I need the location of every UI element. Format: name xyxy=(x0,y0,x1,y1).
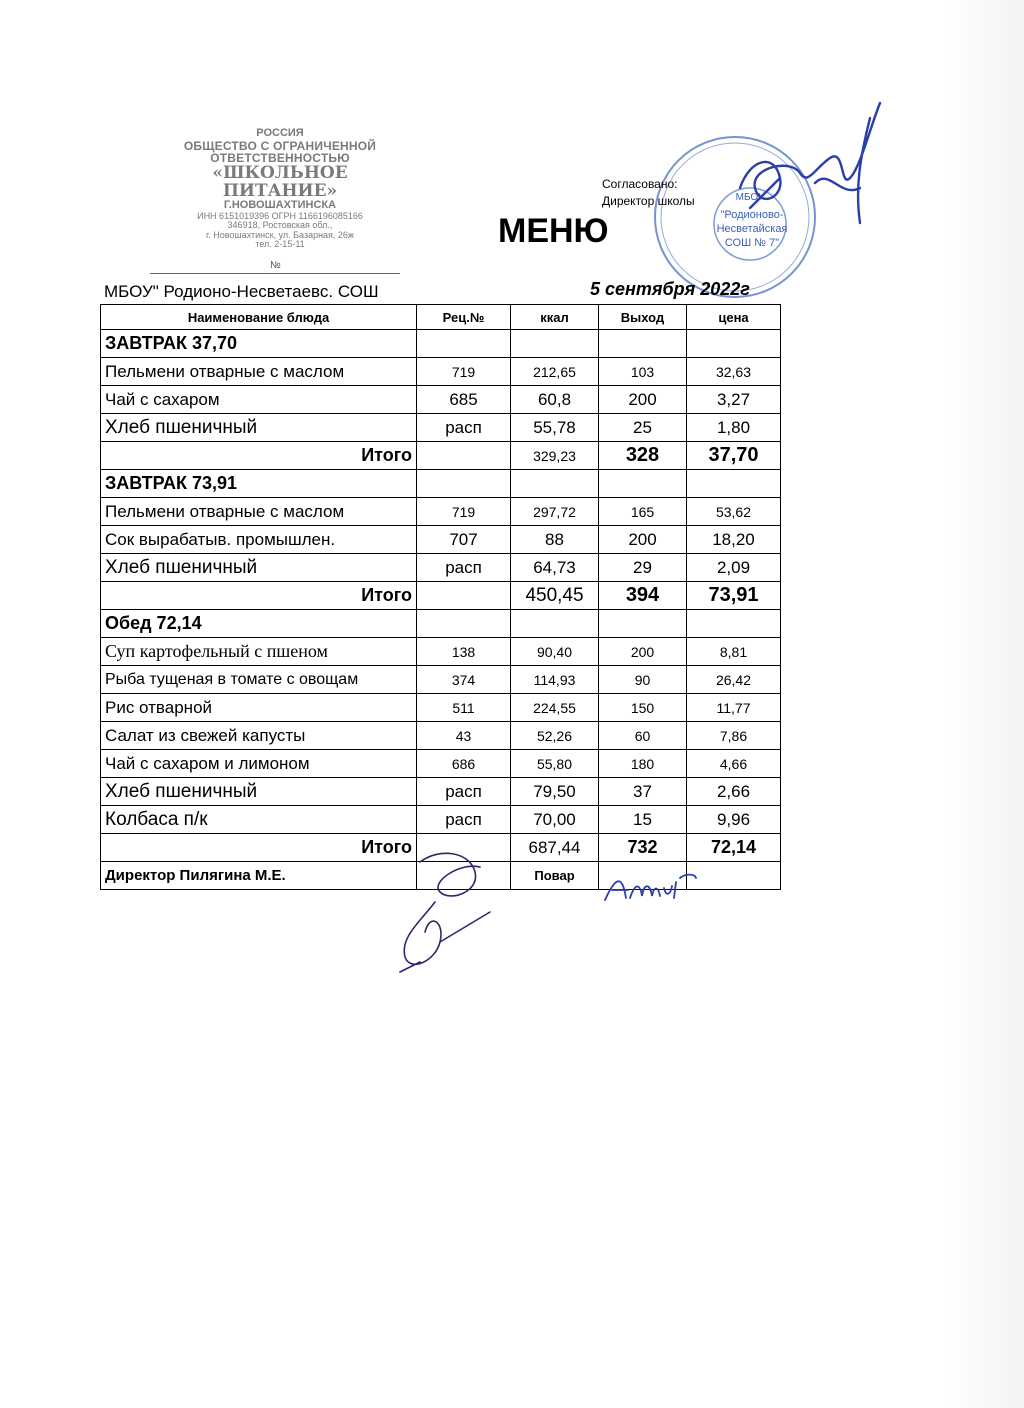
section-row xyxy=(101,330,781,358)
stamp-line-6: ИНН 6151019396 ОГРН 1166196085166 xyxy=(197,210,363,221)
output-value: 165 xyxy=(599,498,687,526)
section-title: ЗАВТРАК 37,70 xyxy=(101,330,417,358)
table-row xyxy=(101,554,781,582)
output-value: 60 xyxy=(599,722,687,750)
output-value: 15 xyxy=(599,806,687,834)
kcal-value: 212,65 xyxy=(511,358,599,386)
kcal-value: 88 xyxy=(511,526,599,554)
output-value: 200 xyxy=(599,638,687,666)
table-row xyxy=(101,806,781,834)
price-value: 2,66 xyxy=(687,778,781,806)
total-output: 394 xyxy=(599,582,687,610)
dish-name: Чай с сахаром xyxy=(101,386,417,414)
kcal-value: 60,8 xyxy=(511,386,599,414)
recipe-number: 43 xyxy=(417,722,511,750)
recipe-number: 707 xyxy=(417,526,511,554)
header-price: цена xyxy=(687,305,781,330)
output-value: 37 xyxy=(599,778,687,806)
dish-name: Хлеб пшеничный xyxy=(101,414,417,442)
kcal-value: 55,78 xyxy=(511,414,599,442)
dish-name: Колбаса п/к xyxy=(101,806,417,834)
table-row xyxy=(101,526,781,554)
table-row xyxy=(101,694,781,722)
table-row xyxy=(101,358,781,386)
seal-text-1: МБОУ xyxy=(735,192,765,203)
recipe-number: расп xyxy=(417,778,511,806)
stamp-line-5: Г.НОВОШАХТИНСКА xyxy=(223,199,337,212)
stamp-line-4: «ШКОЛЬНОЕ ПИТАНИЕ» xyxy=(212,162,348,201)
menu-table xyxy=(100,304,781,890)
seal-text-4: СОШ № 7" xyxy=(724,237,780,249)
header-kcal: ккал xyxy=(511,305,599,330)
total-kcal: 329,23 xyxy=(511,442,599,470)
total-output: 328 xyxy=(599,442,687,470)
dish-name: Салат из свежей капусты xyxy=(101,722,417,750)
price-value: 53,62 xyxy=(687,498,781,526)
output-value: 25 xyxy=(599,414,687,442)
dish-name: Пельмени отварные с маслом xyxy=(101,498,417,526)
menu-date: 5 сентября 2022г xyxy=(590,279,750,299)
recipe-number: 374 xyxy=(417,666,511,694)
document-number-line xyxy=(150,262,400,276)
total-kcal: 687,44 xyxy=(511,834,599,862)
dish-name: Рис отварной xyxy=(101,694,417,722)
director-handwritten-signature xyxy=(380,842,520,982)
table-row xyxy=(101,722,781,750)
approval-role: Директор школы xyxy=(602,194,695,208)
kcal-value: 224,55 xyxy=(511,694,599,722)
price-value: 32,63 xyxy=(687,358,781,386)
recipe-number: расп xyxy=(417,806,511,834)
recipe-number: 138 xyxy=(417,638,511,666)
total-row xyxy=(101,442,781,470)
recipe-number: расп xyxy=(417,414,511,442)
recipe-number: 685 xyxy=(417,386,511,414)
page-title: МЕНЮ xyxy=(498,212,609,250)
table-row xyxy=(101,778,781,806)
total-label: Итого xyxy=(101,834,417,862)
section-title: ЗАВТРАК 73,91 xyxy=(101,470,417,498)
output-value: 103 xyxy=(599,358,687,386)
total-price: 73,91 xyxy=(687,582,781,610)
price-value: 2,09 xyxy=(687,554,781,582)
dish-name: Пельмени отварные с маслом xyxy=(101,358,417,386)
output-value: 29 xyxy=(599,554,687,582)
table-row xyxy=(101,386,781,414)
cook-signature xyxy=(600,868,700,908)
stamp-line-9: тел. 2-15-11 xyxy=(255,239,305,250)
table-row xyxy=(101,498,781,526)
table-row xyxy=(101,414,781,442)
approval-block xyxy=(602,176,695,210)
total-kcal: 450,45 xyxy=(511,582,599,610)
dish-name: Рыба тущеная в томате с овощам xyxy=(101,666,417,694)
recipe-number: 686 xyxy=(417,750,511,778)
kcal-value: 64,73 xyxy=(511,554,599,582)
kcal-value: 79,50 xyxy=(511,778,599,806)
kcal-value: 70,00 xyxy=(511,806,599,834)
total-price: 72,14 xyxy=(687,834,781,862)
recipe-number: 511 xyxy=(417,694,511,722)
price-value: 3,27 xyxy=(687,386,781,414)
recipe-number: 719 xyxy=(417,498,511,526)
kcal-value: 55,80 xyxy=(511,750,599,778)
header-dish: Наименование блюда xyxy=(101,305,417,330)
price-value: 8,81 xyxy=(687,638,781,666)
seal-text-3: Несветайская xyxy=(716,223,788,235)
total-label: Итого xyxy=(101,442,417,470)
output-value: 180 xyxy=(599,750,687,778)
output-value: 200 xyxy=(599,526,687,554)
number-sign: № xyxy=(270,260,281,271)
section-row xyxy=(101,610,781,638)
price-value: 7,86 xyxy=(687,722,781,750)
total-output: 732 xyxy=(599,834,687,862)
total-label: Итого xyxy=(101,582,417,610)
price-value: 4,66 xyxy=(687,750,781,778)
stamp-line-3: ОТВЕТСТВЕННОСТЬЮ xyxy=(210,151,350,166)
table-header-row xyxy=(101,305,781,330)
school-name: МБОУ" Родионо-Несветаевс. СОШ xyxy=(104,282,379,301)
header-output: Выход xyxy=(599,305,687,330)
director-signature xyxy=(720,98,900,238)
dish-name: Суп картофельный с пшеном xyxy=(101,638,417,666)
price-value: 18,20 xyxy=(687,526,781,554)
kcal-value: 90,40 xyxy=(511,638,599,666)
stamp-line-2: ОБЩЕСТВО С ОГРАНИЧЕННОЙ xyxy=(183,138,377,153)
recipe-number: 719 xyxy=(417,358,511,386)
total-row xyxy=(101,582,781,610)
stamp-line-8: г. Новошахтинск, ул. Базарная, 26ж xyxy=(206,229,354,240)
kcal-value: 297,72 xyxy=(511,498,599,526)
stamp-line-1: РОССИЯ xyxy=(256,127,304,139)
price-value: 11,77 xyxy=(687,694,781,722)
output-value: 150 xyxy=(599,694,687,722)
dish-name: Хлеб пшеничный xyxy=(101,554,417,582)
table-row xyxy=(101,638,781,666)
recipe-number: расп xyxy=(417,554,511,582)
cook-label: Повар xyxy=(511,862,599,890)
output-value: 200 xyxy=(599,386,687,414)
total-price: 37,70 xyxy=(687,442,781,470)
section-title: Обед 72,14 xyxy=(101,610,417,638)
kcal-value: 114,93 xyxy=(511,666,599,694)
director-name: Директор Пилягина М.Е. xyxy=(101,862,417,890)
price-value: 9,96 xyxy=(687,806,781,834)
stamp-line-7: 346918, Ростовская обл., xyxy=(227,220,333,231)
table-row xyxy=(101,750,781,778)
table-row xyxy=(101,666,781,694)
dish-name: Хлеб пшеничный xyxy=(101,778,417,806)
seal-text-2: "Родионово- xyxy=(720,209,784,221)
company-stamp xyxy=(160,128,400,250)
approval-label: Согласовано: xyxy=(602,177,678,191)
header-recipe: Рец.№ xyxy=(417,305,511,330)
section-row xyxy=(101,470,781,498)
price-value: 1,80 xyxy=(687,414,781,442)
price-value: 26,42 xyxy=(687,666,781,694)
kcal-value: 52,26 xyxy=(511,722,599,750)
dish-name: Сок вырабатыв. промышлен. xyxy=(101,526,417,554)
scan-edge-shadow xyxy=(944,0,1024,1408)
output-value: 90 xyxy=(599,666,687,694)
dish-name: Чай с сахаром и лимоном xyxy=(101,750,417,778)
